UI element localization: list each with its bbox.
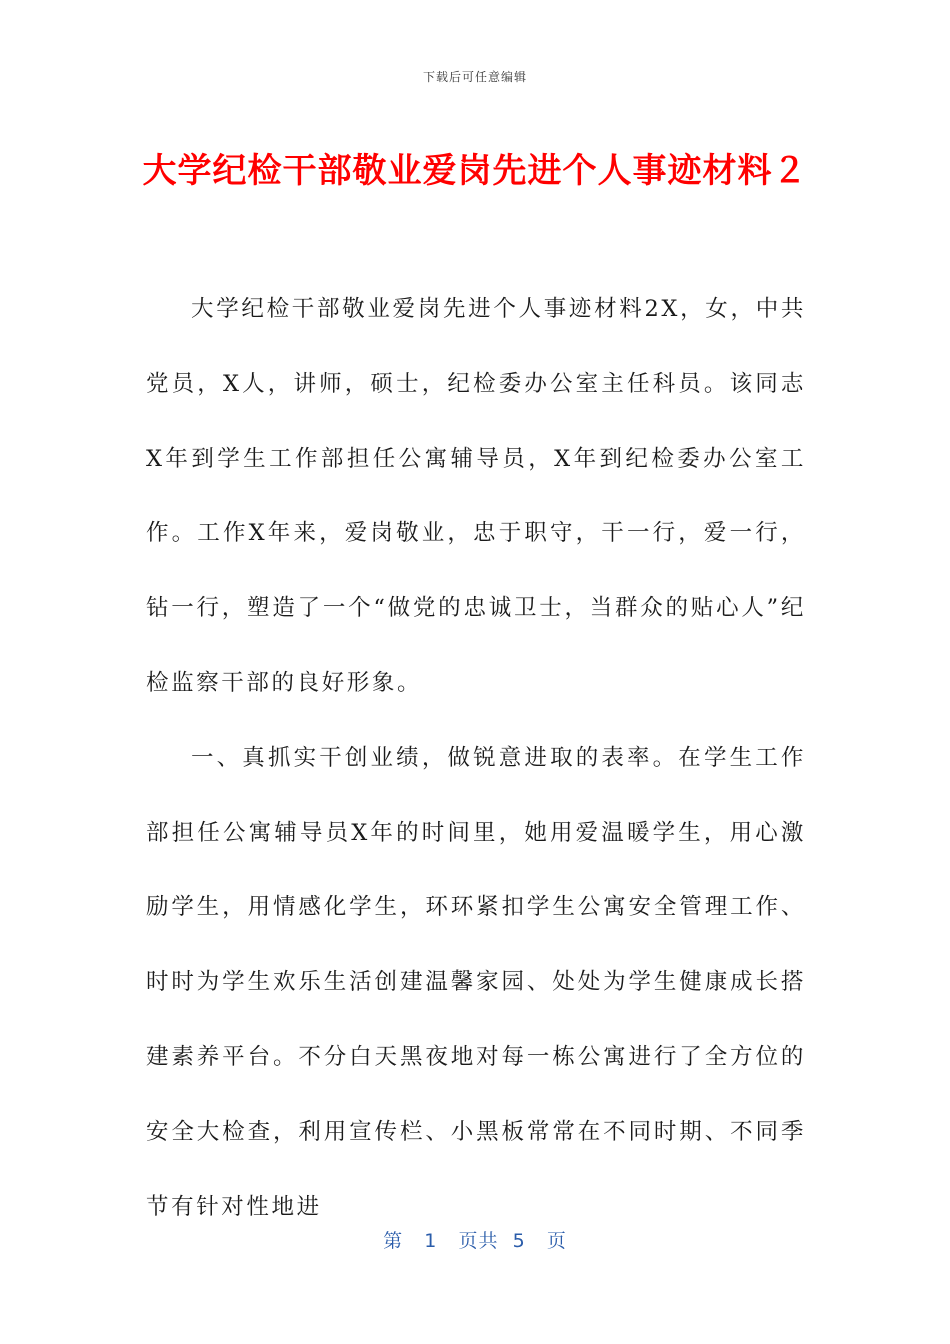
header-note: 下载后可任意编辑 bbox=[422, 70, 527, 84]
page-footer bbox=[0, 1226, 950, 1253]
document-body bbox=[146, 272, 806, 1244]
footer-current-page: 1 bbox=[424, 1230, 438, 1252]
footer-label-total: 页共 bbox=[458, 1230, 499, 1252]
paragraph-section-1: 一、真抓实干创业绩，做锐意进取的表率。在学生工作部担任公寓辅导员X年的时间里，她用爱温暖学生，用心激励学生，用情感化学生，环环紧扣学生公寓安全管理工作、时时为学生欢乐生活创建温馨家园、处处为学生健康成长搭建素养平台。不分白天黑夜地对每一栋公寓进行了全方位的安全大检查，利用宣传栏、小黑板常常在不同时期、不同季节有针对性地进 bbox=[146, 744, 806, 1220]
footer-label-end: 页 bbox=[546, 1230, 567, 1252]
document-title: 大学纪检干部敬业爱岗先进个人事迹材料２ bbox=[142, 151, 808, 191]
footer-total-pages: 5 bbox=[512, 1230, 526, 1252]
paragraph-intro: 大学纪检干部敬业爱岗先进个人事迹材料2X，女，中共党员，X人，讲师，硕士，纪检委办公室主任科员。该同志X年到学生工作部担任公寓辅导员，X年到纪检委办公室工作。工作X年来，爱岗敬业，忠于职守，干一行，爱一行，钻一行，塑造了一个“做党的忠诚卫士，当群众的贴心人”纪检监察干部的良好形象。 bbox=[146, 296, 806, 696]
footer-label-page: 第 bbox=[383, 1230, 404, 1252]
